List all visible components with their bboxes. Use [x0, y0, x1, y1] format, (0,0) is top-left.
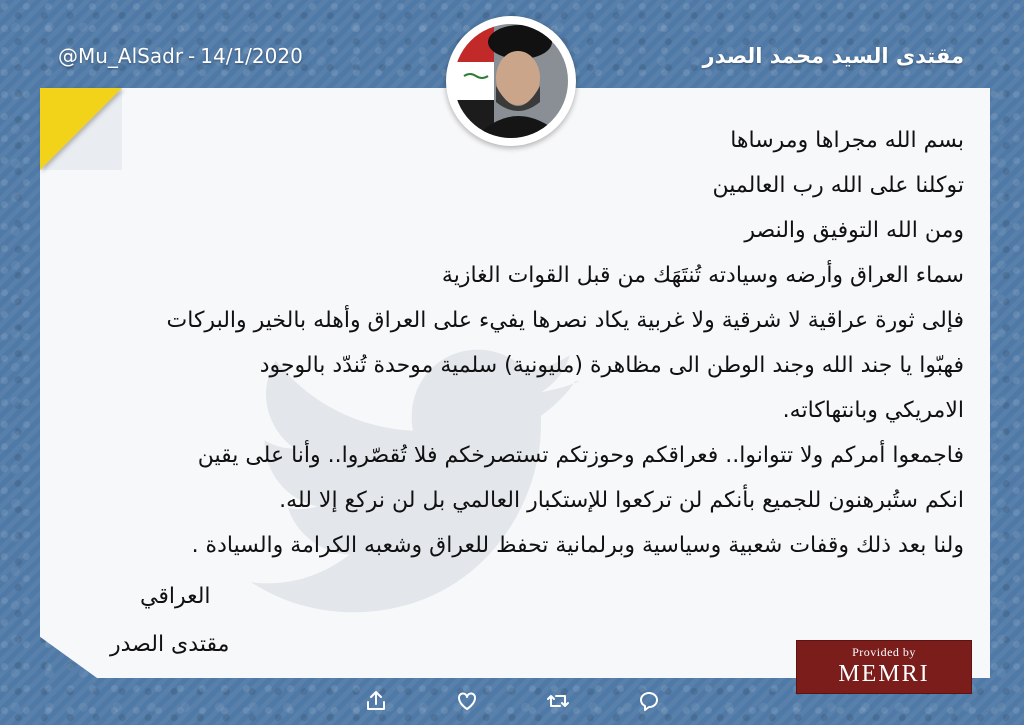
memri-badge-caption: Provided by: [852, 645, 916, 659]
tweet-line-1: بسم الله مجراها ومرساها: [730, 128, 964, 153]
memri-badge: [796, 640, 972, 694]
signature-line-2: مقتدى الصدر: [110, 632, 230, 657]
tweet-date: 14/1/2020: [200, 44, 303, 68]
header-separator: -: [188, 44, 196, 68]
author-handle[interactable]: @Mu_AlSadr: [58, 44, 184, 68]
share-button[interactable]: [361, 686, 391, 716]
tweet-line-7: الامريكي وبانتهاكاته.: [782, 398, 964, 423]
tweet-line-10: ولنا بعد ذلك وقفات شعبية وسياسية وبرلمانية تحفظ للعراق وشعبه الكرامة والسيادة .: [191, 533, 964, 558]
author-handle-and-date: [58, 44, 303, 68]
like-heart-icon: [455, 689, 479, 713]
share-icon: [364, 689, 388, 713]
tweet-line-5: فإلى ثورة عراقية لا شرقية ولا غربية يكاد نصرها يفيء على العراق وأهله بالخير والبركات: [166, 308, 964, 333]
retweet-button[interactable]: [543, 686, 573, 716]
reply-button[interactable]: [634, 686, 664, 716]
tweet-line-6: فهبّوا يا جند الله وجند الوطن الى مظاهرة (مليونية) سلمية موحدة تُندّد بالوجود: [259, 353, 964, 378]
tweet-line-9: انكم ستُبرهنون للجميع بأنكم لن تركعوا للإستكبار العالمي بل لن نركع إلا لله.: [279, 488, 964, 513]
tweet-line-4: سماء العراق وأرضه وسيادته تُنتَهَك من قبل القوات الغازية: [441, 263, 964, 288]
like-button[interactable]: [452, 686, 482, 716]
tweet-line-8: فاجمعوا أمركم ولا تتوانوا.. فعراقكم وحوزتكم تستصرخكم فلا تُقصّروا.. وأنا على يقين: [197, 443, 964, 468]
author-name: مقتدى السيد محمد الصدر: [702, 44, 964, 68]
tweet-line-3: ومن الله التوفيق والنصر: [744, 218, 964, 243]
tweet-line-2: توكلنا على الله رب العالمين: [712, 173, 964, 198]
reply-comment-icon: [637, 689, 661, 713]
signature-line-1: العراقي: [140, 584, 211, 609]
retweet-icon: [546, 689, 570, 713]
memri-badge-logo: MEMRI: [838, 661, 930, 687]
tweet-text: [24, 118, 964, 568]
